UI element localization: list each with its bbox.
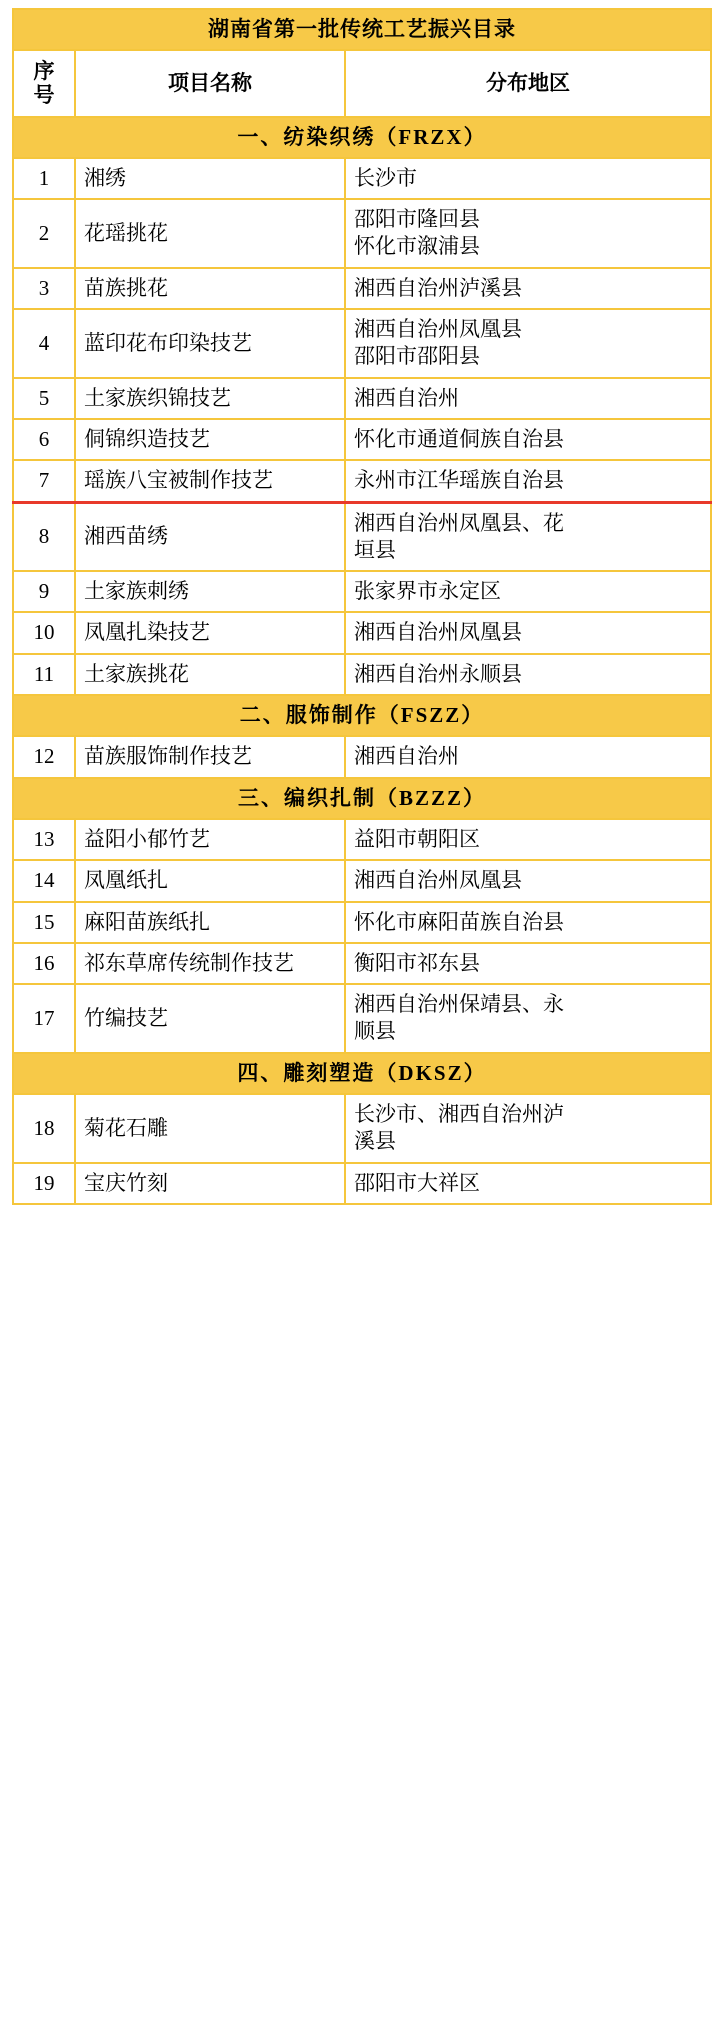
row-project-name: 土家族挑花: [75, 654, 345, 695]
row-project-name: 土家族刺绣: [75, 571, 345, 612]
row-number: 12: [13, 736, 75, 777]
row-number: 7: [13, 460, 75, 502]
row-project-name: 麻阳苗族纸扎: [75, 902, 345, 943]
document-title: 湖南省第一批传统工艺振兴目录: [13, 9, 711, 50]
row-number: 13: [13, 819, 75, 860]
table-row: [13, 654, 711, 695]
row-distribution-area: [345, 419, 711, 460]
row-distribution-area: [345, 571, 711, 612]
column-header-num-line2: 号: [33, 83, 55, 108]
row-number: 17: [13, 984, 75, 1053]
row-project-name: 湘西苗绣: [75, 502, 345, 571]
row-distribution-area-line1: 益阳市朝阳区: [354, 826, 480, 851]
table-row: [13, 502, 711, 571]
table-row: [13, 309, 711, 378]
row-distribution-area: [345, 158, 711, 199]
section-heading: 三、编织扎制（BZZZ）: [13, 778, 711, 819]
row-distribution-area-line1: 湘西自治州凤凰县、花: [354, 510, 564, 535]
row-distribution-area: [345, 502, 711, 571]
row-distribution-area-line2: 垣县: [354, 537, 396, 562]
row-distribution-area: [345, 1163, 711, 1204]
row-distribution-area-line1: 湘西自治州保靖县、永: [354, 992, 564, 1017]
table-row: [13, 378, 711, 419]
table-row: [13, 1094, 711, 1163]
row-number: 16: [13, 943, 75, 984]
row-distribution-area-line1: 长沙市、湘西自治州泸: [354, 1102, 564, 1126]
row-distribution-area-line1: 长沙市: [354, 165, 417, 190]
row-distribution-area: [345, 984, 711, 1053]
row-project-name: 土家族织锦技艺: [75, 378, 345, 419]
column-header-area: 分布地区: [345, 50, 711, 116]
table-row: [13, 736, 711, 777]
row-number: 1: [13, 158, 75, 199]
row-distribution-area: [345, 860, 711, 901]
row-number: 6: [13, 419, 75, 460]
row-project-name: 宝庆竹刻: [75, 1163, 345, 1204]
table-row: [13, 419, 711, 460]
row-distribution-area: [345, 199, 711, 268]
table-row: [13, 943, 711, 984]
row-project-name: 竹编技艺: [75, 984, 345, 1053]
row-number: 18: [13, 1094, 75, 1163]
row-number: 8: [13, 502, 75, 571]
section-heading: 一、纺染织绣（FRZX）: [13, 117, 711, 158]
section-heading-row: [13, 117, 711, 158]
catalog-table: [12, 8, 712, 1205]
table-row: [13, 158, 711, 199]
row-distribution-area-line2: 邵阳市邵阳县: [354, 344, 480, 369]
document-title-row: [13, 9, 711, 50]
row-distribution-area-line2: 怀化市溆浦县: [354, 234, 480, 259]
row-distribution-area-line1: 湘西自治州泸溪县: [354, 275, 522, 300]
table-row: [13, 571, 711, 612]
row-number: 2: [13, 199, 75, 268]
row-distribution-area-line1: 湘西自治州: [354, 744, 459, 769]
row-distribution-area-line2: 溪县: [354, 1129, 396, 1154]
row-distribution-area-line1: 邵阳市大祥区: [354, 1170, 480, 1195]
row-distribution-area: [345, 819, 711, 860]
row-distribution-area-line1: 邵阳市隆回县: [354, 207, 480, 232]
table-row: [13, 1163, 711, 1204]
column-header-row: [13, 50, 711, 116]
row-number: 11: [13, 654, 75, 695]
row-number: 19: [13, 1163, 75, 1204]
row-number: 5: [13, 378, 75, 419]
row-distribution-area: [345, 612, 711, 653]
row-number: 4: [13, 309, 75, 378]
row-project-name: 瑶族八宝被制作技艺: [75, 460, 345, 502]
row-distribution-area: [345, 736, 711, 777]
row-distribution-area-line1: 怀化市通道侗族自治县: [354, 426, 564, 451]
table-row: [13, 199, 711, 268]
row-distribution-area: [345, 654, 711, 695]
row-distribution-area: [345, 378, 711, 419]
column-header-num-line1: 序: [33, 59, 55, 84]
table-row: [13, 902, 711, 943]
row-distribution-area-line1: 湘西自治州永顺县: [354, 661, 522, 686]
row-distribution-area: [345, 460, 711, 502]
section-heading-row: [13, 1053, 711, 1094]
table-row: [13, 860, 711, 901]
row-distribution-area-line1: 湘西自治州凤凰县: [354, 317, 522, 342]
row-distribution-area-line1: 湘西自治州凤凰县: [354, 620, 522, 645]
row-project-name: 祁东草席传统制作技艺: [75, 943, 345, 984]
row-project-name: 苗族服饰制作技艺: [75, 736, 345, 777]
row-distribution-area-line1: 湘西自治州: [354, 385, 459, 410]
row-distribution-area-line1: 湘西自治州凤凰县: [354, 868, 522, 893]
table-row: [13, 460, 711, 502]
row-project-name: 苗族挑花: [75, 268, 345, 309]
row-project-name: 凤凰纸扎: [75, 860, 345, 901]
row-number: 9: [13, 571, 75, 612]
row-number: 15: [13, 902, 75, 943]
row-distribution-area-line1: 张家界市永定区: [354, 579, 501, 604]
table-row: [13, 268, 711, 309]
table-row: [13, 984, 711, 1053]
row-project-name: 湘绣: [75, 158, 345, 199]
row-distribution-area-line2: 顺县: [354, 1019, 396, 1044]
row-distribution-area: [345, 902, 711, 943]
row-project-name: 蓝印花布印染技艺: [75, 309, 345, 378]
row-project-name: 益阳小郁竹艺: [75, 819, 345, 860]
section-heading-row: [13, 695, 711, 736]
row-distribution-area-line1: 永州市江华瑶族自治县: [354, 468, 564, 493]
table-row: [13, 819, 711, 860]
row-distribution-area-line1: 怀化市麻阳苗族自治县: [354, 909, 564, 934]
row-distribution-area-line1: 衡阳市祁东县: [354, 950, 480, 975]
row-project-name: 菊花石雕: [75, 1094, 345, 1163]
table-row: [13, 612, 711, 653]
catalog-table-body: [13, 9, 711, 1204]
row-number: 14: [13, 860, 75, 901]
section-heading: 二、服饰制作（FSZZ）: [13, 695, 711, 736]
row-distribution-area: [345, 943, 711, 984]
row-distribution-area: [345, 1094, 711, 1163]
row-distribution-area: [345, 309, 711, 378]
column-header-name: 项目名称: [75, 50, 345, 116]
row-project-name: 花瑶挑花: [75, 199, 345, 268]
row-distribution-area: [345, 268, 711, 309]
row-project-name: 凤凰扎染技艺: [75, 612, 345, 653]
section-heading-row: [13, 778, 711, 819]
section-heading: 四、雕刻塑造（DKSZ）: [13, 1053, 711, 1094]
row-project-name: 侗锦织造技艺: [75, 419, 345, 460]
column-header-num: [13, 50, 75, 116]
row-number: 10: [13, 612, 75, 653]
row-number: 3: [13, 268, 75, 309]
